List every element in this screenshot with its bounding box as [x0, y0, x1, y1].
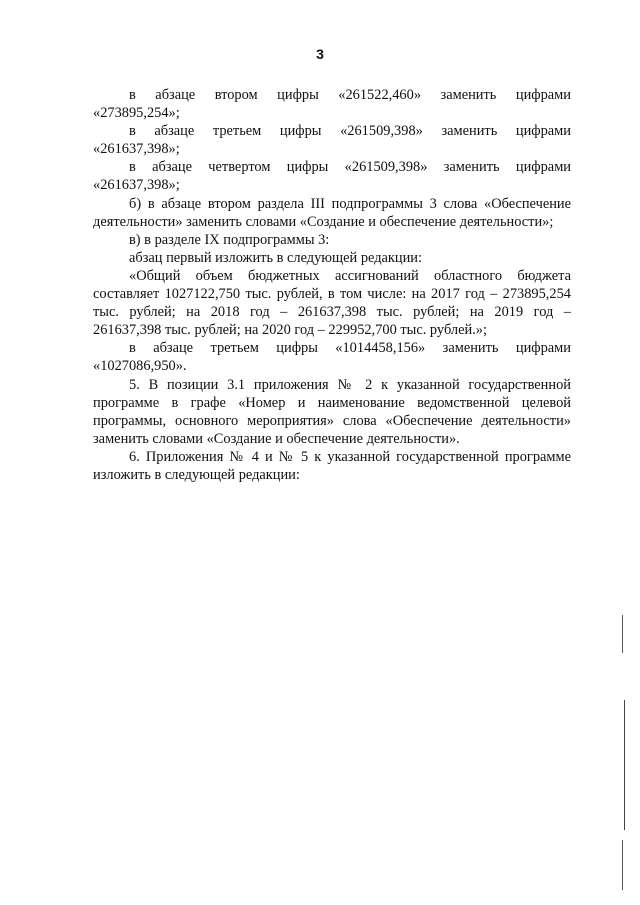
text-line: в абзаце четвертом цифры «261509,398» заменить цифрами: [129, 159, 571, 176]
text-line: деятельности» заменить словами «Создание и обеспечение деятельности»;: [93, 213, 554, 230]
text-line: тыс. рублей; на 2018 год – 261637,398 тыс. рублей; на 2019 год –: [93, 304, 571, 321]
text-line: «273895,254»;: [93, 105, 180, 122]
text-line: программы, основного мероприятия» слова «Обеспечение деятельности»: [93, 412, 571, 429]
text-line: составляет 1027122,750 тыс. рублей, в том числе: на 2017 год – 273895,254: [93, 286, 571, 303]
scan-artifact: [622, 615, 623, 653]
text-line: программе в графе «Номер и наименование ведомственной целевой: [93, 394, 571, 411]
text-line: изложить в следующей редакции:: [93, 466, 300, 483]
text-line: 5. В позиции 3.1 приложения № 2 к указанной государственной: [129, 376, 571, 393]
text-line: «261637,398»;: [93, 177, 180, 194]
scan-artifact: [622, 840, 623, 890]
page-number: 3: [316, 46, 324, 62]
text-line: б) в абзаце втором раздела III подпрограммы 3 слова «Обеспечение: [129, 195, 571, 212]
text-line: заменить словами «Создание и обеспечение деятельности».: [93, 430, 460, 447]
text-line: в абзаце втором цифры «261522,460» заменить цифрами: [129, 87, 571, 103]
text-line: «Общий объем бюджетных ассигнований областного бюджета: [129, 267, 571, 284]
text-line: абзац первый изложить в следующей редакции:: [129, 249, 423, 266]
text-line: в абзаце третьем цифры «1014458,156» заменить цифрами: [129, 340, 571, 357]
text-line: 261637,398 тыс. рублей; на 2020 год – 229952,700 тыс. рублей.»;: [93, 322, 487, 339]
text-line: «261637,398»;: [93, 141, 180, 158]
text-line: «1027086,950».: [93, 358, 187, 375]
text-line: в) в разделе IX подпрограммы 3:: [129, 231, 330, 248]
text-line: в абзаце третьем цифры «261509,398» заменить цифрами: [129, 123, 571, 140]
document-body: [93, 86, 571, 484]
scan-artifact: [624, 700, 625, 830]
text-line: 6. Приложения № 4 и № 5 к указанной государственной программе: [129, 448, 571, 465]
